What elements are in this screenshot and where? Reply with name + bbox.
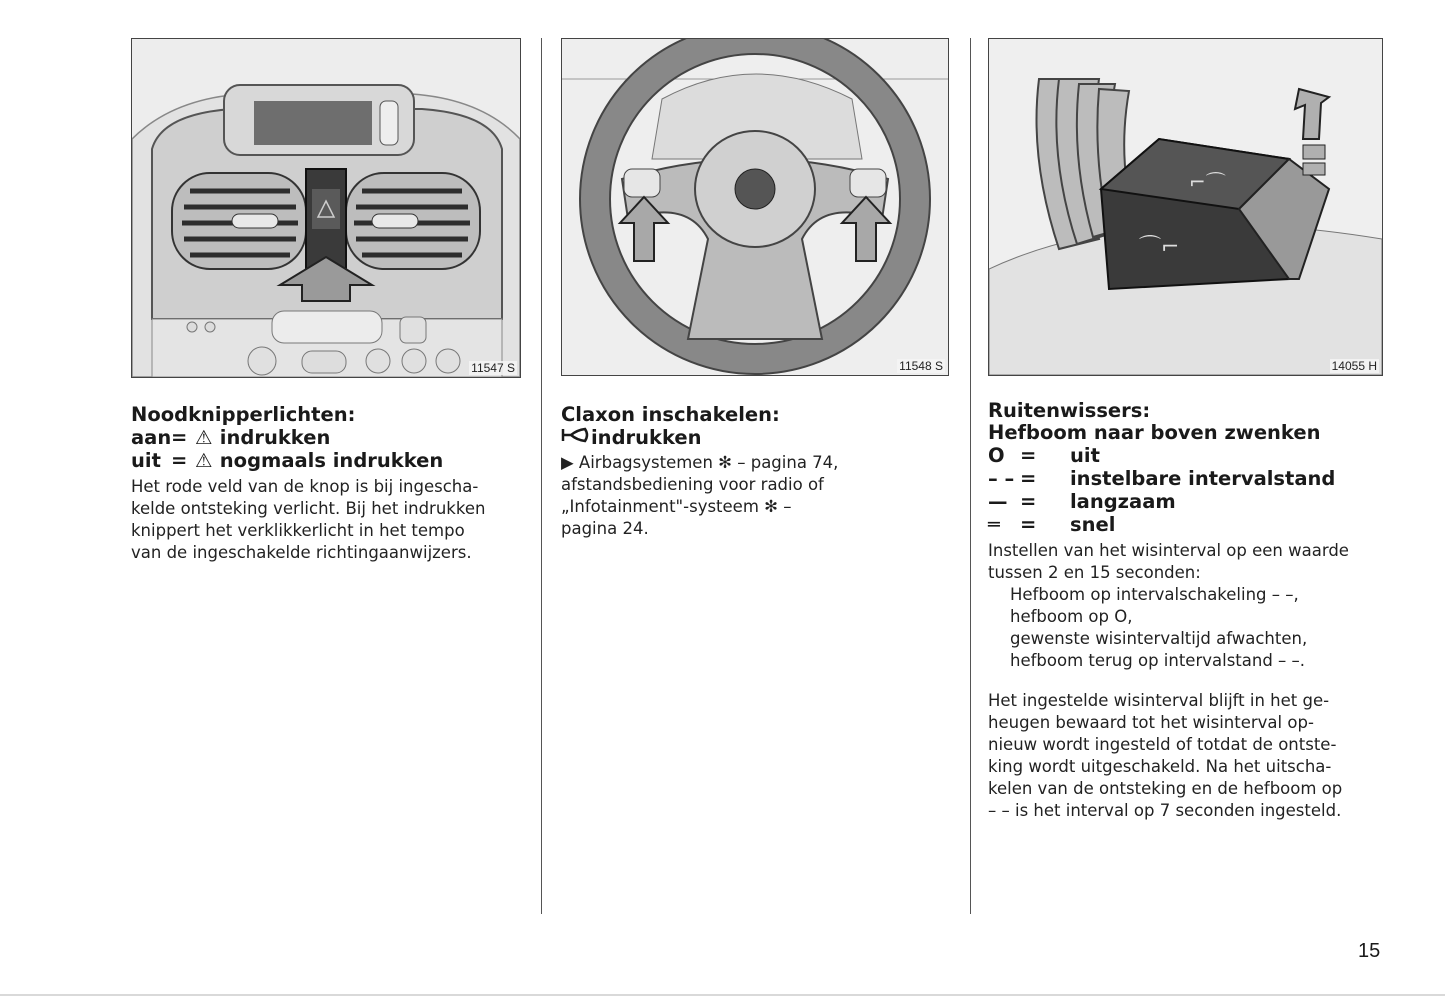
- mode-row-slow: [988, 490, 1335, 513]
- body-line: Het ingestelde wisinterval blijft in het ge-: [988, 691, 1330, 710]
- mode-key: —: [988, 490, 1008, 513]
- page-number: 15: [1358, 940, 1381, 962]
- horn-subheading: [561, 426, 702, 449]
- body-line: tussen 2 en 15 seconden:: [988, 563, 1201, 582]
- horn-action: indrukken: [591, 426, 702, 449]
- figure-number: 11548 S: [899, 359, 943, 373]
- dashboard-illustration: [132, 39, 520, 377]
- wiper-heading: Ruitenwissers:: [988, 399, 1151, 422]
- body-line: kelen van de ontsteking en de hefboom op: [988, 779, 1343, 798]
- figure-number: 11547 S: [471, 361, 515, 375]
- figure-hazard-switch: [131, 38, 521, 378]
- mode-eq: =: [1020, 490, 1037, 513]
- hazard-triangle-icon: ⚠: [195, 449, 213, 472]
- hazard-row-on: [131, 426, 330, 449]
- mode-eq: =: [1020, 513, 1037, 536]
- mode-row-off: [988, 444, 1335, 467]
- mode-row-fast: [988, 513, 1335, 536]
- row-eq: =: [171, 449, 188, 472]
- row-value: indrukken: [219, 426, 331, 449]
- wiper-intro: [988, 540, 1388, 672]
- hazard-body: [131, 476, 531, 564]
- body-line: kelde ontsteking verlicht. Bij het indrukken: [131, 499, 486, 518]
- step-line: hefboom terug op intervalstand – –.: [1010, 651, 1306, 670]
- body-line: pagina 24.: [561, 519, 649, 538]
- row-key: aan: [131, 426, 172, 449]
- horn-icon: [561, 426, 591, 449]
- body-line: ▶ Airbagsystemen ✻ – pagina 74,: [561, 453, 839, 472]
- mode-value: langzaam: [1070, 490, 1176, 513]
- column-divider-2: [970, 38, 971, 914]
- body-line: king wordt uitgeschakeld. Na het uitscha-: [988, 757, 1332, 776]
- wiper-lever-illustration: [989, 39, 1382, 375]
- svg-text:⌐⌒: ⌐⌒: [1189, 170, 1226, 194]
- figure-wiper-lever: [988, 38, 1383, 376]
- mode-value: snel: [1070, 513, 1116, 536]
- body-line: „Infotainment"-systeem ✻ –: [561, 497, 792, 516]
- figure-steering-wheel: [561, 38, 949, 376]
- mode-key: O: [988, 444, 1005, 467]
- row-value: nogmaals indrukken: [219, 449, 444, 472]
- column-divider-1: [541, 38, 542, 914]
- steering-wheel-illustration: [562, 39, 948, 375]
- svg-text:⌒⌐: ⌒⌐: [1139, 235, 1180, 260]
- body-line: knippert het verklikkerlicht in het tempo: [131, 521, 465, 540]
- mode-key: – –: [988, 467, 1015, 490]
- mode-value: instelbare intervalstand: [1070, 467, 1336, 490]
- step-line: hefboom op O,: [1010, 607, 1133, 626]
- horn-heading: Claxon inschakelen:: [561, 403, 780, 426]
- wiper-subheading: Hefboom naar boven zwenken: [988, 421, 1321, 444]
- hazard-row-off: [131, 449, 443, 472]
- row-eq: =: [171, 426, 188, 449]
- step-line: gewenste wisintervaltijd afwachten,: [1010, 629, 1308, 648]
- body-line: afstandsbediening voor radio of: [561, 475, 824, 494]
- horn-body: [561, 452, 951, 540]
- wiper-body: [988, 690, 1388, 822]
- body-line: Het rode veld van de knop is bij ingescha-: [131, 477, 479, 496]
- body-line: heugen bewaard tot het wisinterval op-: [988, 713, 1314, 732]
- body-line: nieuw wordt ingesteld of totdat de ontste-: [988, 735, 1337, 754]
- mode-key: ═: [988, 513, 1000, 536]
- mode-eq: =: [1020, 467, 1037, 490]
- step-line: Hefboom op intervalschakeling – –,: [1010, 585, 1299, 604]
- wiper-steps: [988, 584, 1388, 672]
- wiper-modes: [988, 444, 1335, 536]
- mode-eq: =: [1020, 444, 1037, 467]
- hazard-heading: Noodknipperlichten:: [131, 403, 356, 426]
- figure-number: 14055 H: [1331, 359, 1377, 373]
- body-line: Instellen van het wisinterval op een waarde: [988, 541, 1349, 560]
- row-key: uit: [131, 449, 161, 472]
- body-line: – – is het interval op 7 seconden ingesteld.: [988, 801, 1342, 820]
- mode-row-interval: [988, 467, 1335, 490]
- hazard-triangle-icon: ⚠: [195, 426, 213, 449]
- bottom-rule: [0, 994, 1445, 996]
- mode-value: uit: [1070, 444, 1100, 467]
- body-line: van de ingeschakelde richtingaanwijzers.: [131, 543, 472, 562]
